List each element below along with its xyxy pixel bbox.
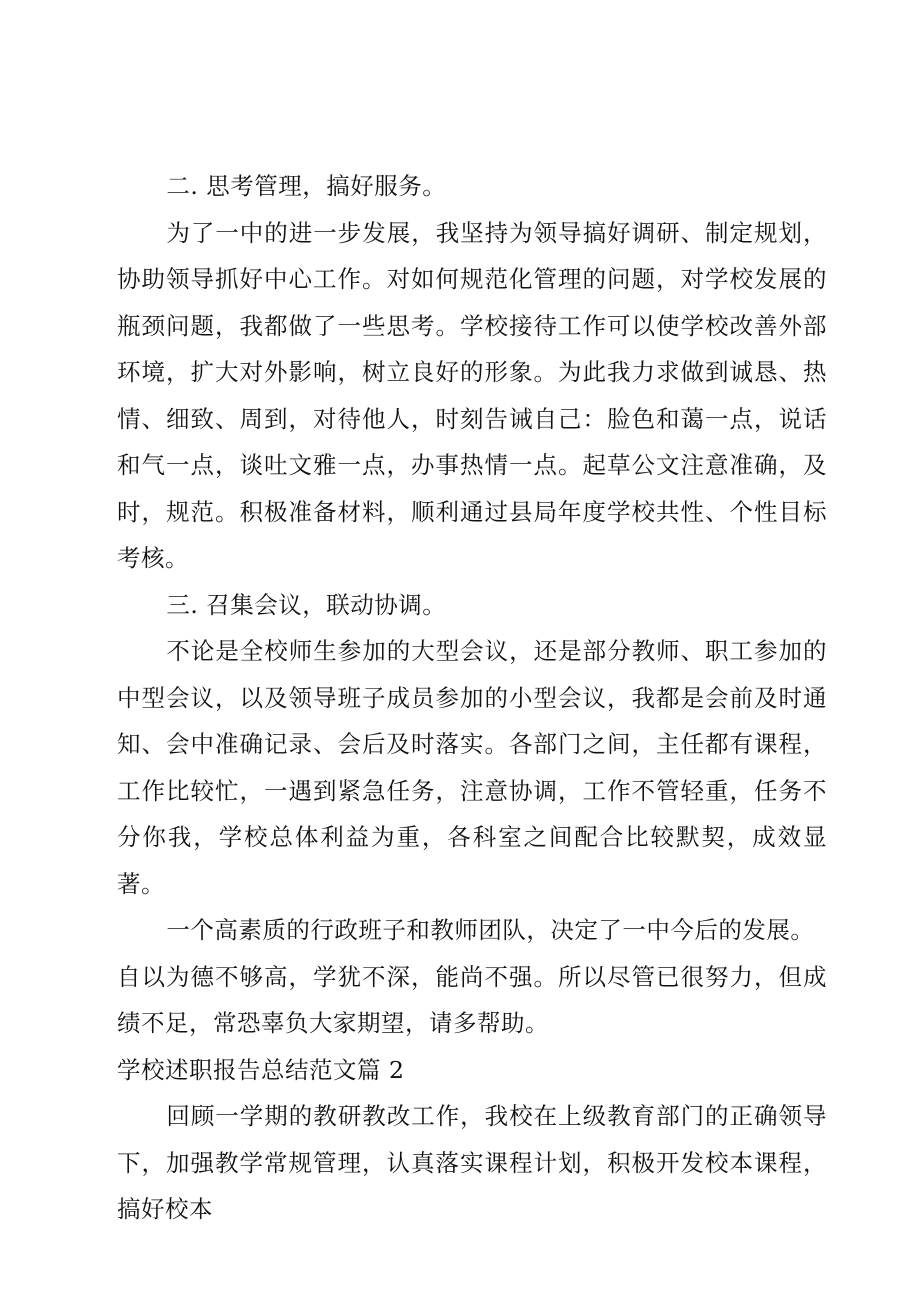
section-heading-2: 二. 思考管理，搞好服务。: [166, 172, 447, 200]
paragraph-meetings: 不论是全校师生参加的大型会议，还是部分教师、职工参加的中型会议，以及领导班子成员参加的小型会议，我都是会前及时通知、会中准确记录、会后及时落实。各部门之间，主任都有课程，工作比较忙，一遇到紧急任务，注意协调，工作不管轻重，任务不分你我，学校总体利益为重，各科室之间配合比较默契，成效显著。: [117, 637, 827, 898]
paragraph-management: 为了一中的进一步发展，我坚持为领导搞好调研、制定规划，协助领导抓好中心工作。对如何规范化管理的问题，对学校发展的瓶颈问题，我都做了一些思考。学校接待工作可以使学校改善外部环境，扩大对外影响，树立良好的形象。为此我力求做到诚恳、热情、细致、周到，对待他人，时刻告诫自己：脸色和蔼一点，说话和气一点，谈吐文雅一点，办事热情一点。起草公文注意准确，及时，规范。积极准备材料，顺利通过县局年度学校共性、个性目标考核。: [117, 218, 827, 572]
section-heading-3: 三. 召集会议，联动协调。: [166, 590, 447, 619]
paragraph-self-assessment: 自以为德不够高，学犹不深，能尚不强。所以尽管已很努力，但成绩不足，常恐辜负大家期望，请多帮助。: [117, 962, 827, 1037]
paragraph-review: 回顾一学期的教研教改工作，我校在上级教育部门的正确领导下，加强教学常规管理，认真落实课程计划，积极开发校本课程，搞好校本: [117, 1102, 827, 1223]
document-body: [117, 163, 827, 1233]
paragraph-team: 一个高素质的行政班子和教师团队，决定了一中今后的发展。: [166, 916, 815, 944]
article-title-2: 学校述职报告总结范文篇 2: [117, 1055, 405, 1084]
